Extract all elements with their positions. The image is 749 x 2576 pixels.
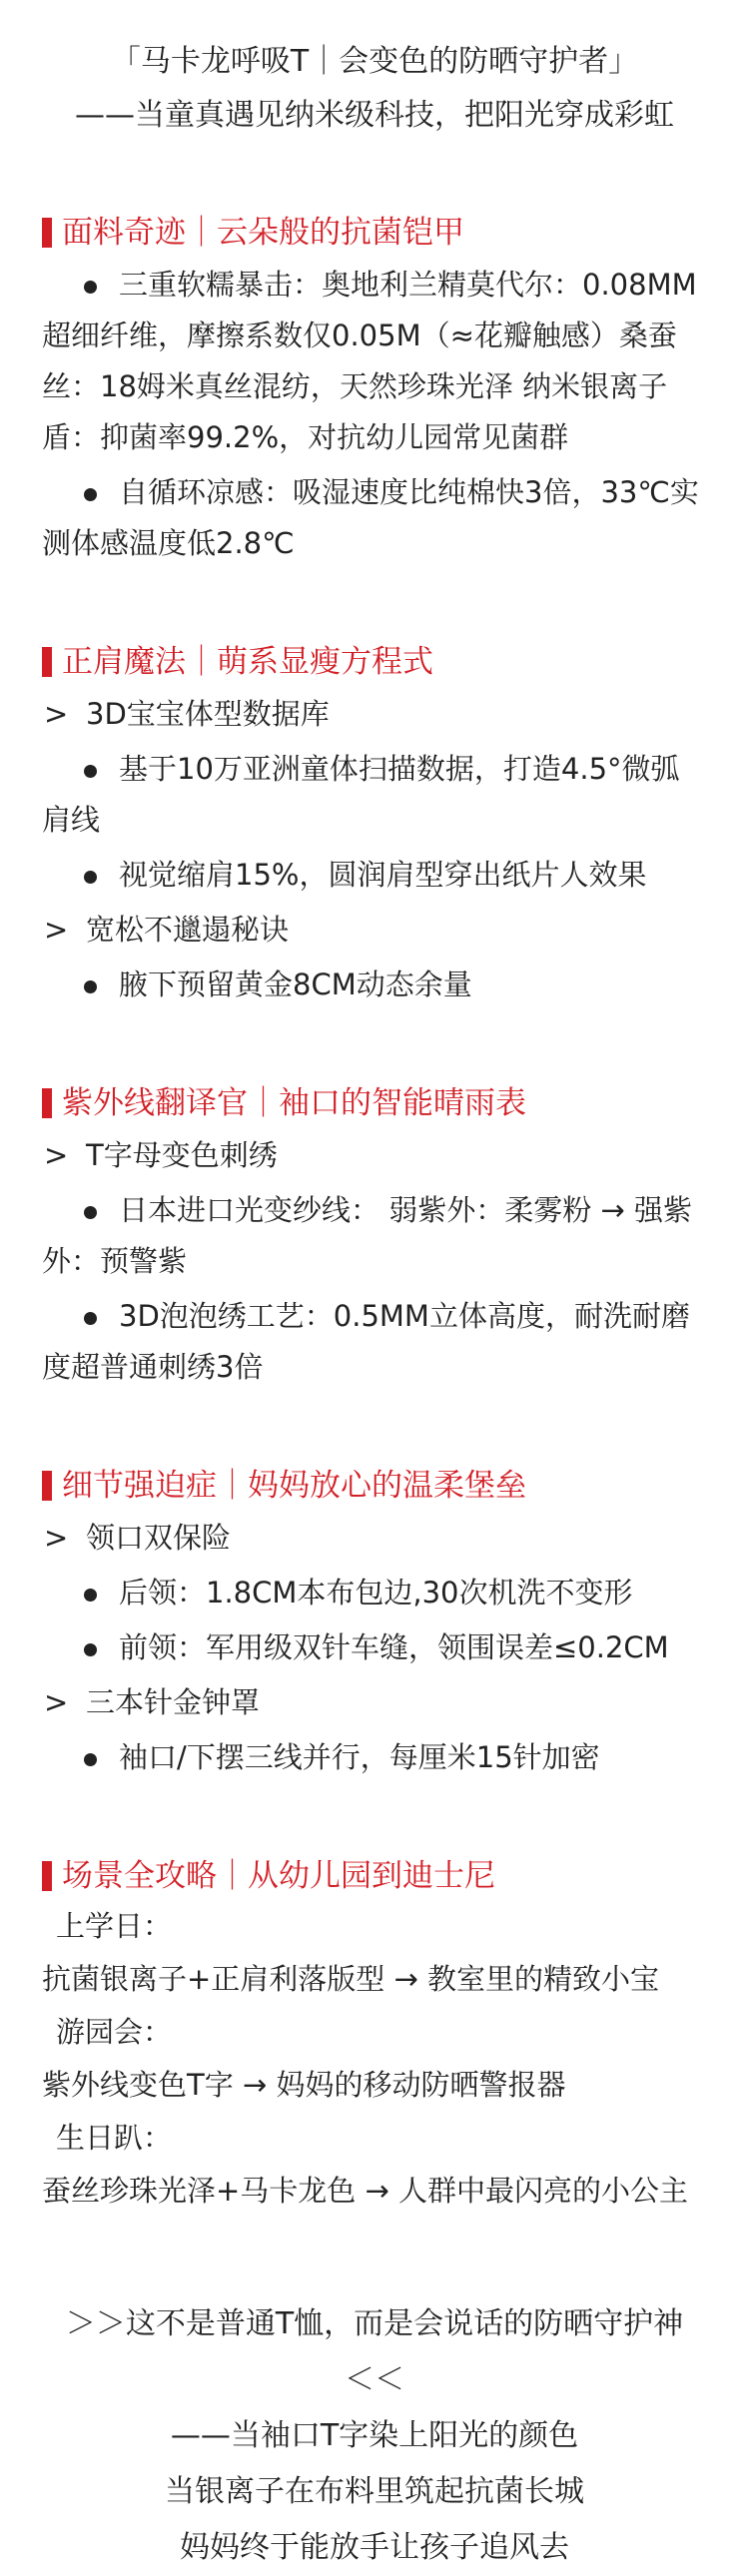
page-subtitle: ——当童真遇见纳米级科技，把阳光穿成彩虹 xyxy=(75,98,674,133)
section-marker-icon xyxy=(42,1471,52,1501)
sub-heading xyxy=(42,1677,707,1728)
line-text: 3D宝宝体型数据库 xyxy=(86,697,330,731)
chevron-right-icon: > xyxy=(44,697,69,731)
section-heading-text: 紫外线翻译官｜袖口的智能晴雨表 xyxy=(62,1085,526,1121)
sub-heading xyxy=(42,1130,707,1181)
sections-container xyxy=(42,210,707,2217)
section-marker-icon xyxy=(42,647,52,677)
section-heading xyxy=(42,1463,707,1509)
line-text: 3D泡泡绣工艺：0.5MM立体高度，耐洗耐磨度超普通刺绣3倍 xyxy=(42,1299,690,1384)
chevron-right-icon: > xyxy=(44,913,69,947)
closing-line: 妈妈终于能放手让孩子追风去 xyxy=(180,2530,569,2565)
chevron-right-icon: > xyxy=(44,1685,69,1719)
sub-heading xyxy=(42,689,707,740)
bullet-item xyxy=(42,1622,707,1673)
line-text: 生日趴： xyxy=(56,2121,173,2155)
line-text: 腋下预留黄金8CM动态余量 xyxy=(119,967,472,1001)
bullet-item xyxy=(42,850,707,901)
line-text: 紫外线变色T字 → 妈妈的移动防晒警报器 xyxy=(42,2068,566,2102)
scene-label xyxy=(42,2113,707,2164)
scene-description xyxy=(42,2166,707,2217)
scene-description xyxy=(42,1954,707,2005)
line-text: 上学日： xyxy=(56,1909,173,1943)
bullet-item xyxy=(42,260,707,463)
bullet-dot-icon xyxy=(84,765,97,778)
section-marker-icon xyxy=(42,1088,52,1118)
closing-line: ＜＜ xyxy=(345,2362,404,2397)
section-marker-icon xyxy=(42,218,52,248)
chevron-right-icon: > xyxy=(44,1138,69,1172)
line-text: 视觉缩肩15%，圆润肩型穿出纸片人效果 xyxy=(119,858,647,892)
closing-line: 当银离子在布料里筑起抗菌长城 xyxy=(165,2474,584,2509)
section-heading xyxy=(42,639,707,685)
line-text: 前领：军用级双针车缝，领围误差≤0.2CM xyxy=(119,1630,669,1664)
bullet-dot-icon xyxy=(84,980,97,993)
scene-description xyxy=(42,2060,707,2111)
section-heading-text: 面料奇迹｜云朵般的抗菌铠甲 xyxy=(62,215,464,251)
bullet-item xyxy=(42,960,707,1010)
page-title: 「马卡龙呼吸T｜会变色的防晒守护者」 xyxy=(110,44,639,79)
bullet-dot-icon xyxy=(84,1753,97,1766)
bullet-item xyxy=(42,1732,707,1783)
section-marker-icon xyxy=(42,1861,52,1891)
line-text: 游园会： xyxy=(56,2015,173,2049)
line-text: 基于10万亚洲童体扫描数据，打造4.5°微弧肩线 xyxy=(42,752,680,837)
line-text: 宽松不邋遢秘诀 xyxy=(86,913,290,947)
bullet-item xyxy=(42,1185,707,1287)
bullet-item xyxy=(42,1568,707,1618)
bullet-dot-icon xyxy=(84,1643,97,1656)
bullet-item xyxy=(42,467,707,569)
sub-heading xyxy=(42,905,707,956)
line-text: 日本进口光变纱线： 弱紫外：柔雾粉 → 强紫外：预警紫 xyxy=(42,1193,692,1278)
bullet-item xyxy=(42,744,707,846)
bullet-dot-icon xyxy=(84,1312,97,1325)
line-text: 自循环凉感：吸湿速度比纯棉快3倍，33℃实测体感温度低2.8℃ xyxy=(42,475,699,560)
bullet-dot-icon xyxy=(84,488,97,501)
section-heading xyxy=(42,210,707,256)
sub-heading xyxy=(42,1513,707,1564)
bullet-dot-icon xyxy=(84,1589,97,1602)
closing-line: ——当袖口T字染上阳光的颜色 xyxy=(170,2418,579,2453)
section-heading-text: 细节强迫症｜妈妈放心的温柔堡垒 xyxy=(62,1468,526,1504)
line-text: 领口双保险 xyxy=(86,1521,232,1555)
product-description-page xyxy=(0,38,749,2565)
chevron-right-icon: > xyxy=(44,1521,69,1555)
line-text: 三本针金钟罩 xyxy=(86,1685,261,1719)
closing-block xyxy=(42,2296,707,2576)
line-text: 后领：1.8CM本布包边,30次机洗不变形 xyxy=(119,1576,633,1610)
section-heading-text: 正肩魔法｜萌系显瘦方程式 xyxy=(62,644,433,680)
section-heading xyxy=(42,1080,707,1126)
scene-label xyxy=(42,1901,707,1952)
section-heading xyxy=(42,1853,707,1899)
line-text: 蚕丝珍珠光泽+马卡龙色 → 人群中最闪亮的小公主 xyxy=(42,2174,689,2208)
closing-line: ＞＞这不是普通T恤，而是会说话的防晒守护神 xyxy=(65,2306,684,2341)
line-text: 袖口/下摆三线并行，每厘米15针加密 xyxy=(119,1740,600,1774)
line-text: 三重软糯暴击：奥地利兰精莫代尔：0.08MM超细纤维，摩擦系数仅0.05M（≈花瓣触感）桑蚕丝：18姆米真丝混纺，天然珍珠光泽 纳米银离子盾：抑菌率99.2%，对抗幼儿园常见菌群 xyxy=(42,268,697,454)
section-heading-text: 场景全攻略｜从幼儿园到迪士尼 xyxy=(62,1858,495,1894)
bullet-dot-icon xyxy=(84,281,97,294)
line-text: T字母变色刺绣 xyxy=(86,1138,278,1172)
bullet-dot-icon xyxy=(84,871,97,884)
line-text: 抗菌银离子+正肩利落版型 → 教室里的精致小宝 xyxy=(42,1962,660,1996)
bullet-item xyxy=(42,1291,707,1393)
scene-label xyxy=(42,2007,707,2058)
bullet-dot-icon xyxy=(84,1206,97,1219)
